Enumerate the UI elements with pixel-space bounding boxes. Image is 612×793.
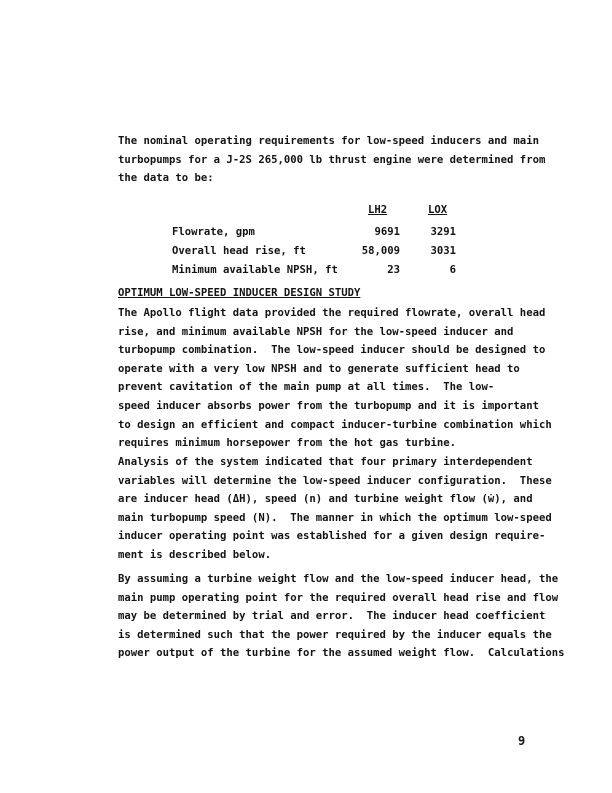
table-row — [172, 242, 462, 261]
text-line: rise, and minimum available NPSH for the low-speed inducer and — [118, 325, 514, 338]
body-paragraph-2 — [118, 453, 558, 565]
text-line: Analysis of the system indicated that four primary interdependent — [118, 456, 533, 468]
text-line: main pump operating point for the required overall head rise and flow — [118, 591, 559, 604]
text-line: to design an efficient and compact inducer-turbine combination which — [118, 418, 552, 431]
table-row — [172, 261, 462, 280]
lox-value: 3031 — [430, 245, 456, 257]
text-line: operate with a very low NPSH and to generate sufficient head to — [118, 362, 520, 375]
page-number: 9 — [518, 734, 526, 748]
lox-value: 3291 — [430, 226, 456, 238]
text-line: The Apollo flight data provided the required flowrate, overall head — [118, 307, 546, 319]
table-header-row — [172, 201, 462, 223]
text-line: the data to be: — [118, 172, 214, 185]
row-label: Minimum available NPSH, ft — [172, 264, 338, 276]
text-line: By assuming a turbine weight flow and the low-speed inducer head, the — [118, 573, 559, 585]
text-line: power output of the turbine for the assumed weight flow. Calculations — [118, 647, 565, 660]
text-line: main turbopump speed (N). The manner in which the optimum low-speed — [118, 511, 552, 524]
text-line: turbopump combination. The low-speed inducer should be designed to — [118, 344, 546, 357]
text-line: inducer operating point was established for a given design require- — [118, 530, 546, 543]
row-label: Flowrate, gpm — [172, 226, 255, 238]
row-label: Overall head rise, ft — [172, 245, 306, 257]
body-paragraph-1 — [118, 304, 558, 453]
lox-value: 6 — [449, 264, 456, 276]
body-paragraph-3 — [118, 570, 565, 663]
text-line: speed inducer absorbs power from the turbopump and it is important — [118, 399, 539, 412]
text-line: may be determined by trial and error. The inducer head coefficient — [118, 610, 546, 623]
table-row — [172, 223, 462, 242]
text-line: ment is described below. — [118, 548, 272, 561]
lh2-value: 58,009 — [361, 245, 400, 257]
requirements-table — [172, 201, 462, 280]
text-line: are inducer head (ΔH), speed (n) and turbine weight flow (ẇ), and — [118, 493, 533, 506]
text-line: prevent cavitation of the main pump at all times. The low- — [118, 381, 495, 394]
section-heading: OPTIMUM LOW-SPEED INDUCER DESIGN STUDY — [118, 287, 361, 299]
text-line: requires minimum horsepower from the hot gas turbine. — [118, 437, 457, 450]
text-line: turbopumps for a J-2S 265,000 lb thrust engine were determined from — [118, 153, 546, 166]
intro-paragraph — [118, 132, 558, 188]
text-line: variables will determine the low-speed inducer configuration. These — [118, 474, 552, 487]
lh2-value: 23 — [387, 264, 400, 276]
text-line: is determined such that the power required by the inducer equals the — [118, 628, 552, 641]
lh2-value: 9691 — [374, 226, 400, 238]
column-header-lh2: LH2 — [368, 204, 388, 216]
column-header-lox: LOX — [428, 204, 448, 216]
text-line: The nominal operating requirements for low-speed inducers and main — [118, 135, 539, 147]
